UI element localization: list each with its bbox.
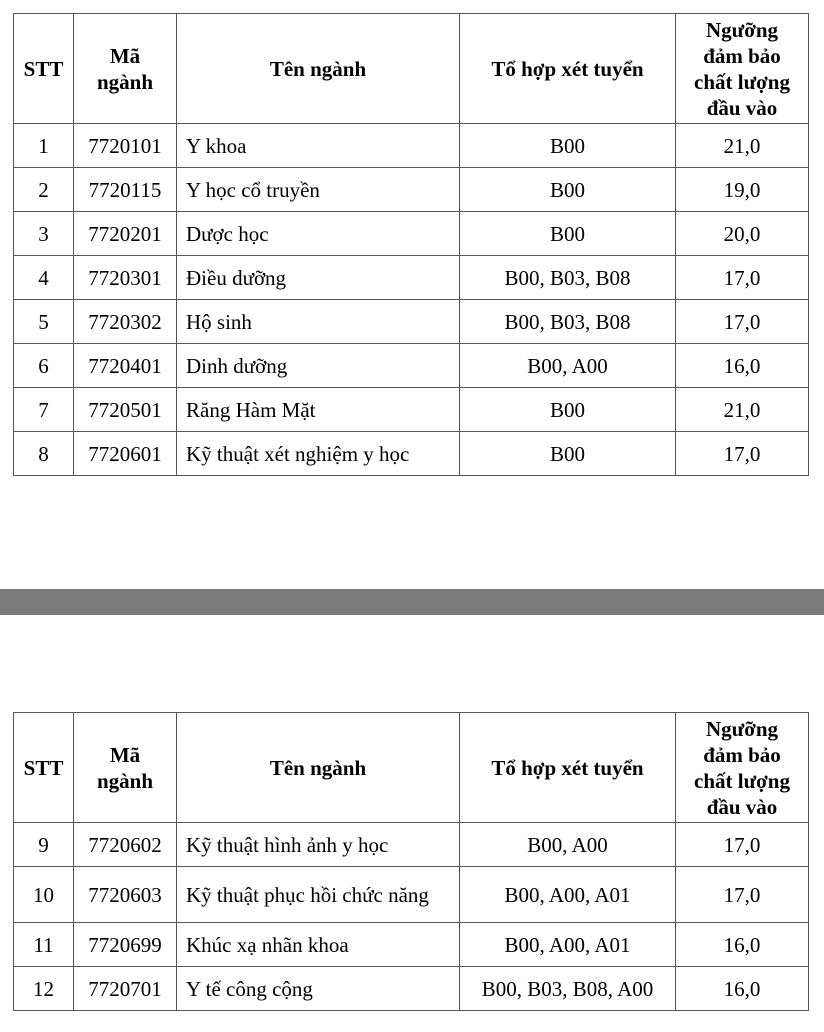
- cell-combo: B00, B03, B08, A00: [460, 967, 676, 1011]
- header-combo: Tổ hợp xét tuyển: [460, 14, 676, 124]
- cell-stt: 2: [14, 168, 74, 212]
- cell-stt: 8: [14, 432, 74, 476]
- cell-combo: B00: [460, 124, 676, 168]
- header-score-line4: đầu vào: [706, 794, 778, 819]
- cell-name: Y khoa: [177, 124, 460, 168]
- header-stt: STT: [14, 14, 74, 124]
- cell-stt: 6: [14, 344, 74, 388]
- cell-name: Y học cổ truyền: [177, 168, 460, 212]
- cell-name: Răng Hàm Mặt: [177, 388, 460, 432]
- cell-combo: B00, A00, A01: [460, 923, 676, 967]
- header-score: [676, 713, 809, 823]
- cell-name: Y tế công cộng: [177, 967, 460, 1011]
- table-row: [14, 256, 809, 300]
- cell-score: 17,0: [676, 823, 809, 867]
- table-row: [14, 124, 809, 168]
- cell-score: 21,0: [676, 388, 809, 432]
- cell-score: 17,0: [676, 867, 809, 923]
- cell-score: 17,0: [676, 256, 809, 300]
- cell-stt: 7: [14, 388, 74, 432]
- table-row: [14, 388, 809, 432]
- cell-score: 20,0: [676, 212, 809, 256]
- header-score-line2: đảm bảo: [703, 742, 781, 767]
- cell-stt: 3: [14, 212, 74, 256]
- cell-stt: 1: [14, 124, 74, 168]
- header-code-line2: ngành: [96, 69, 154, 94]
- header-stt: STT: [14, 713, 74, 823]
- header-code-line1: Mã: [109, 43, 141, 68]
- admissions-table-1: [13, 13, 809, 476]
- header-score-line2: đảm bảo: [703, 43, 781, 68]
- cell-score: 17,0: [676, 432, 809, 476]
- header-score-line3: chất lượng: [694, 768, 790, 793]
- cell-name: Dược học: [177, 212, 460, 256]
- cell-combo: B00: [460, 212, 676, 256]
- cell-combo: B00: [460, 168, 676, 212]
- cell-code: 7720501: [74, 388, 177, 432]
- cell-score: 19,0: [676, 168, 809, 212]
- cell-combo: B00, A00: [460, 344, 676, 388]
- cell-code: 7720301: [74, 256, 177, 300]
- header-score-line3: chất lượng: [694, 69, 790, 94]
- cell-combo: B00, A00: [460, 823, 676, 867]
- cell-code: 7720699: [74, 923, 177, 967]
- cell-name: Khúc xạ nhãn khoa: [177, 923, 460, 967]
- header-name: Tên ngành: [177, 14, 460, 124]
- admissions-table-2: [13, 712, 809, 1011]
- cell-code: 7720101: [74, 124, 177, 168]
- header-combo: Tổ hợp xét tuyển: [460, 713, 676, 823]
- header-score-line1: Ngưỡng: [705, 17, 779, 42]
- cell-name: Dinh dưỡng: [177, 344, 460, 388]
- table-row: [14, 432, 809, 476]
- cell-stt: 9: [14, 823, 74, 867]
- table-row: [14, 967, 809, 1011]
- cell-score: 17,0: [676, 300, 809, 344]
- header-name: Tên ngành: [177, 713, 460, 823]
- table-row: [14, 923, 809, 967]
- cell-stt: 10: [14, 867, 74, 923]
- header-code: [74, 14, 177, 124]
- cell-stt: 4: [14, 256, 74, 300]
- header-code-line2: ngành: [96, 768, 154, 793]
- cell-name: Kỹ thuật hình ảnh y học: [177, 823, 460, 867]
- cell-combo: B00: [460, 432, 676, 476]
- cell-score: 21,0: [676, 124, 809, 168]
- cell-code: 7720115: [74, 168, 177, 212]
- cell-combo: B00: [460, 388, 676, 432]
- cell-code: 7720601: [74, 432, 177, 476]
- table-header-row: [14, 14, 809, 124]
- cell-score: 16,0: [676, 923, 809, 967]
- cell-code: 7720701: [74, 967, 177, 1011]
- cell-name: Hộ sinh: [177, 300, 460, 344]
- cell-combo: B00, B03, B08: [460, 300, 676, 344]
- table-row: [14, 300, 809, 344]
- cell-code: 7720201: [74, 212, 177, 256]
- header-code-line1: Mã: [109, 742, 141, 767]
- cell-code: 7720401: [74, 344, 177, 388]
- table-header-row: [14, 713, 809, 823]
- cell-code: 7720603: [74, 867, 177, 923]
- header-score-line4: đầu vào: [706, 95, 778, 120]
- cell-name: Kỹ thuật phục hồi chức năng: [177, 867, 460, 923]
- page-separator: [0, 589, 824, 615]
- cell-stt: 11: [14, 923, 74, 967]
- table-row: [14, 168, 809, 212]
- table-row: [14, 344, 809, 388]
- table-row: [14, 867, 809, 923]
- cell-stt: 12: [14, 967, 74, 1011]
- cell-combo: B00, B03, B08: [460, 256, 676, 300]
- table-row: [14, 212, 809, 256]
- cell-combo: B00, A00, A01: [460, 867, 676, 923]
- header-code: [74, 713, 177, 823]
- cell-code: 7720602: [74, 823, 177, 867]
- cell-score: 16,0: [676, 967, 809, 1011]
- header-score-line1: Ngưỡng: [705, 716, 779, 741]
- cell-name: Điều dưỡng: [177, 256, 460, 300]
- table-row: [14, 823, 809, 867]
- cell-name: Kỹ thuật xét nghiệm y học: [177, 432, 460, 476]
- cell-code: 7720302: [74, 300, 177, 344]
- header-score: [676, 14, 809, 124]
- cell-stt: 5: [14, 300, 74, 344]
- cell-score: 16,0: [676, 344, 809, 388]
